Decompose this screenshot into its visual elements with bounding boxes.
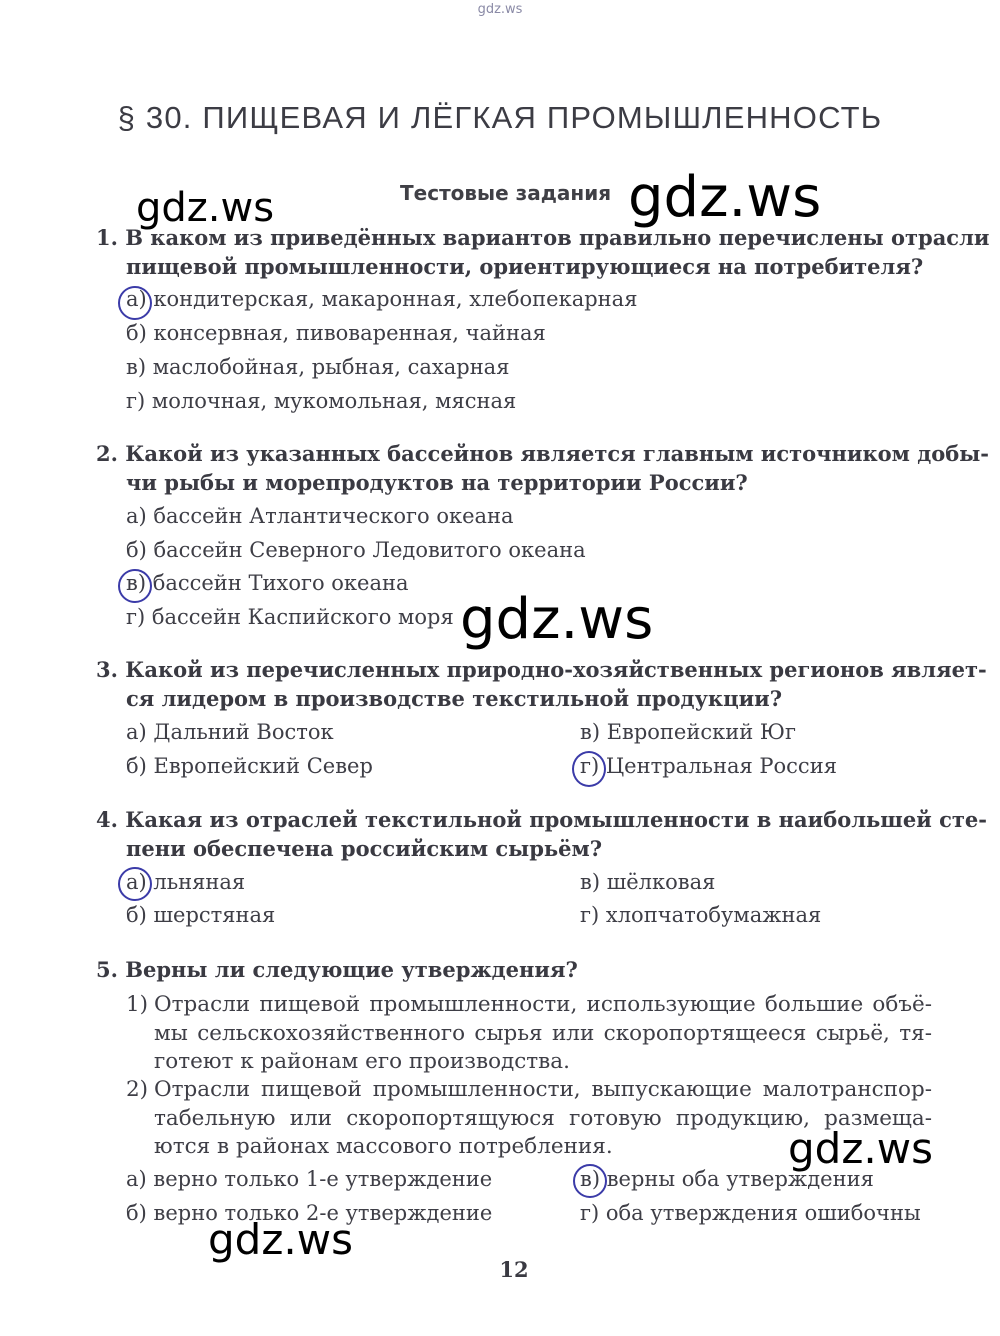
answer-circle-mark	[118, 286, 152, 320]
watermark: gdz.ws	[788, 1124, 933, 1173]
page-number: 12	[499, 1257, 529, 1282]
q2-option-d[interactable]: г) бассейн Каспийского моря	[126, 605, 454, 629]
q4-option-b[interactable]: б) шерстяная	[126, 903, 276, 927]
watermark: gdz.ws	[208, 1215, 353, 1264]
q3-option-b[interactable]: б) Европейский Север	[126, 754, 373, 778]
question-1-line-2: пищевой промышленности, ориентирующиеся на потребителя?	[126, 254, 924, 279]
top-watermark: gdz.ws	[477, 2, 523, 17]
answer-circle-mark	[118, 569, 152, 603]
q1-option-b[interactable]: б) консервная, пивоваренная, чайная	[126, 321, 546, 345]
statement-2-line-1: Отрасли пищевой промышленности, выпускающие малотранспор-	[154, 1077, 932, 1102]
statement-2-line-3: ются в районах массового потребления.	[154, 1134, 613, 1159]
statement-2-line-2: табельную или скоропортящуюся готовую продукцию, размеща-	[154, 1106, 932, 1131]
q1-option-d[interactable]: г) молочная, мукомольная, мясная	[126, 389, 517, 413]
statement-1-line-3: готеют к районам его производства.	[154, 1049, 570, 1074]
watermark: gdz.ws	[136, 185, 275, 231]
question-3-line-1: 3. Какой из перечисленных природно-хозяйственных регионов являет-	[96, 657, 987, 682]
q3-option-d[interactable]: г) Центральная Россия	[580, 754, 837, 778]
question-5-line-1: 5. Верны ли следующие утверждения?	[96, 957, 578, 982]
q1-option-c[interactable]: в) маслобойная, рыбная, сахарная	[126, 355, 510, 379]
watermark: gdz.ws	[628, 165, 822, 230]
q5-option-c[interactable]: в) верны оба утверждения	[580, 1167, 874, 1191]
question-4-line-1: 4. Какая из отраслей текстильной промышленности в наибольшей сте-	[96, 807, 987, 832]
answer-circle-mark	[572, 751, 606, 787]
statement-1-line-1: Отрасли пищевой промышленности, использующие большие объё-	[154, 992, 932, 1017]
q2-option-a[interactable]: а) бассейн Атлантического океана	[126, 504, 514, 528]
q2-option-b[interactable]: б) бассейн Северного Ледовитого океана	[126, 538, 586, 562]
question-2-line-2: чи рыбы и морепродуктов на территории России?	[126, 470, 748, 495]
q5-option-d[interactable]: г) оба утверждения ошибочны	[580, 1201, 921, 1225]
answer-circle-mark	[118, 867, 152, 901]
question-1-line-1: 1. В каком из приведённых вариантов правильно перечислены отрасли	[96, 225, 990, 250]
statement-2-number: 2)	[126, 1077, 149, 1102]
question-2-line-1: 2. Какой из указанных бассейнов является главным источником добы-	[96, 441, 990, 466]
q5-option-a[interactable]: а) верно только 1-е утверждение	[126, 1167, 493, 1191]
answer-circle-mark	[573, 1164, 607, 1198]
q3-option-c[interactable]: в) Европейский Юг	[580, 720, 796, 744]
question-3-line-2: ся лидером в производстве текстильной продукции?	[126, 686, 783, 711]
q2-option-c[interactable]: в) бассейн Тихого океана	[126, 571, 409, 595]
watermark: gdz.ws	[460, 587, 654, 652]
q3-option-a[interactable]: а) Дальний Восток	[126, 720, 334, 744]
q1-option-a[interactable]: а) кондитерская, макаронная, хлебопекарная	[126, 287, 638, 311]
q4-option-d[interactable]: г) хлопчатобумажная	[580, 903, 822, 927]
q4-option-c[interactable]: в) шёлковая	[580, 870, 716, 894]
statement-1-number: 1)	[126, 992, 149, 1017]
question-4-line-2: пени обеспечена российским сырьём?	[126, 836, 603, 861]
page-title: § 30. ПИЩЕВАЯ И ЛЁГКАЯ ПРОМЫШЛЕННОСТЬ	[117, 100, 883, 135]
section-subtitle: Тестовые задания	[400, 181, 612, 205]
statement-1-line-2: мы сельскохозяйственного сырья или скоропортящееся сырьё, тя-	[154, 1021, 932, 1046]
q5-option-b[interactable]: б) верно только 2-е утверждение	[126, 1201, 493, 1225]
q4-option-a[interactable]: а) льняная	[126, 870, 246, 894]
